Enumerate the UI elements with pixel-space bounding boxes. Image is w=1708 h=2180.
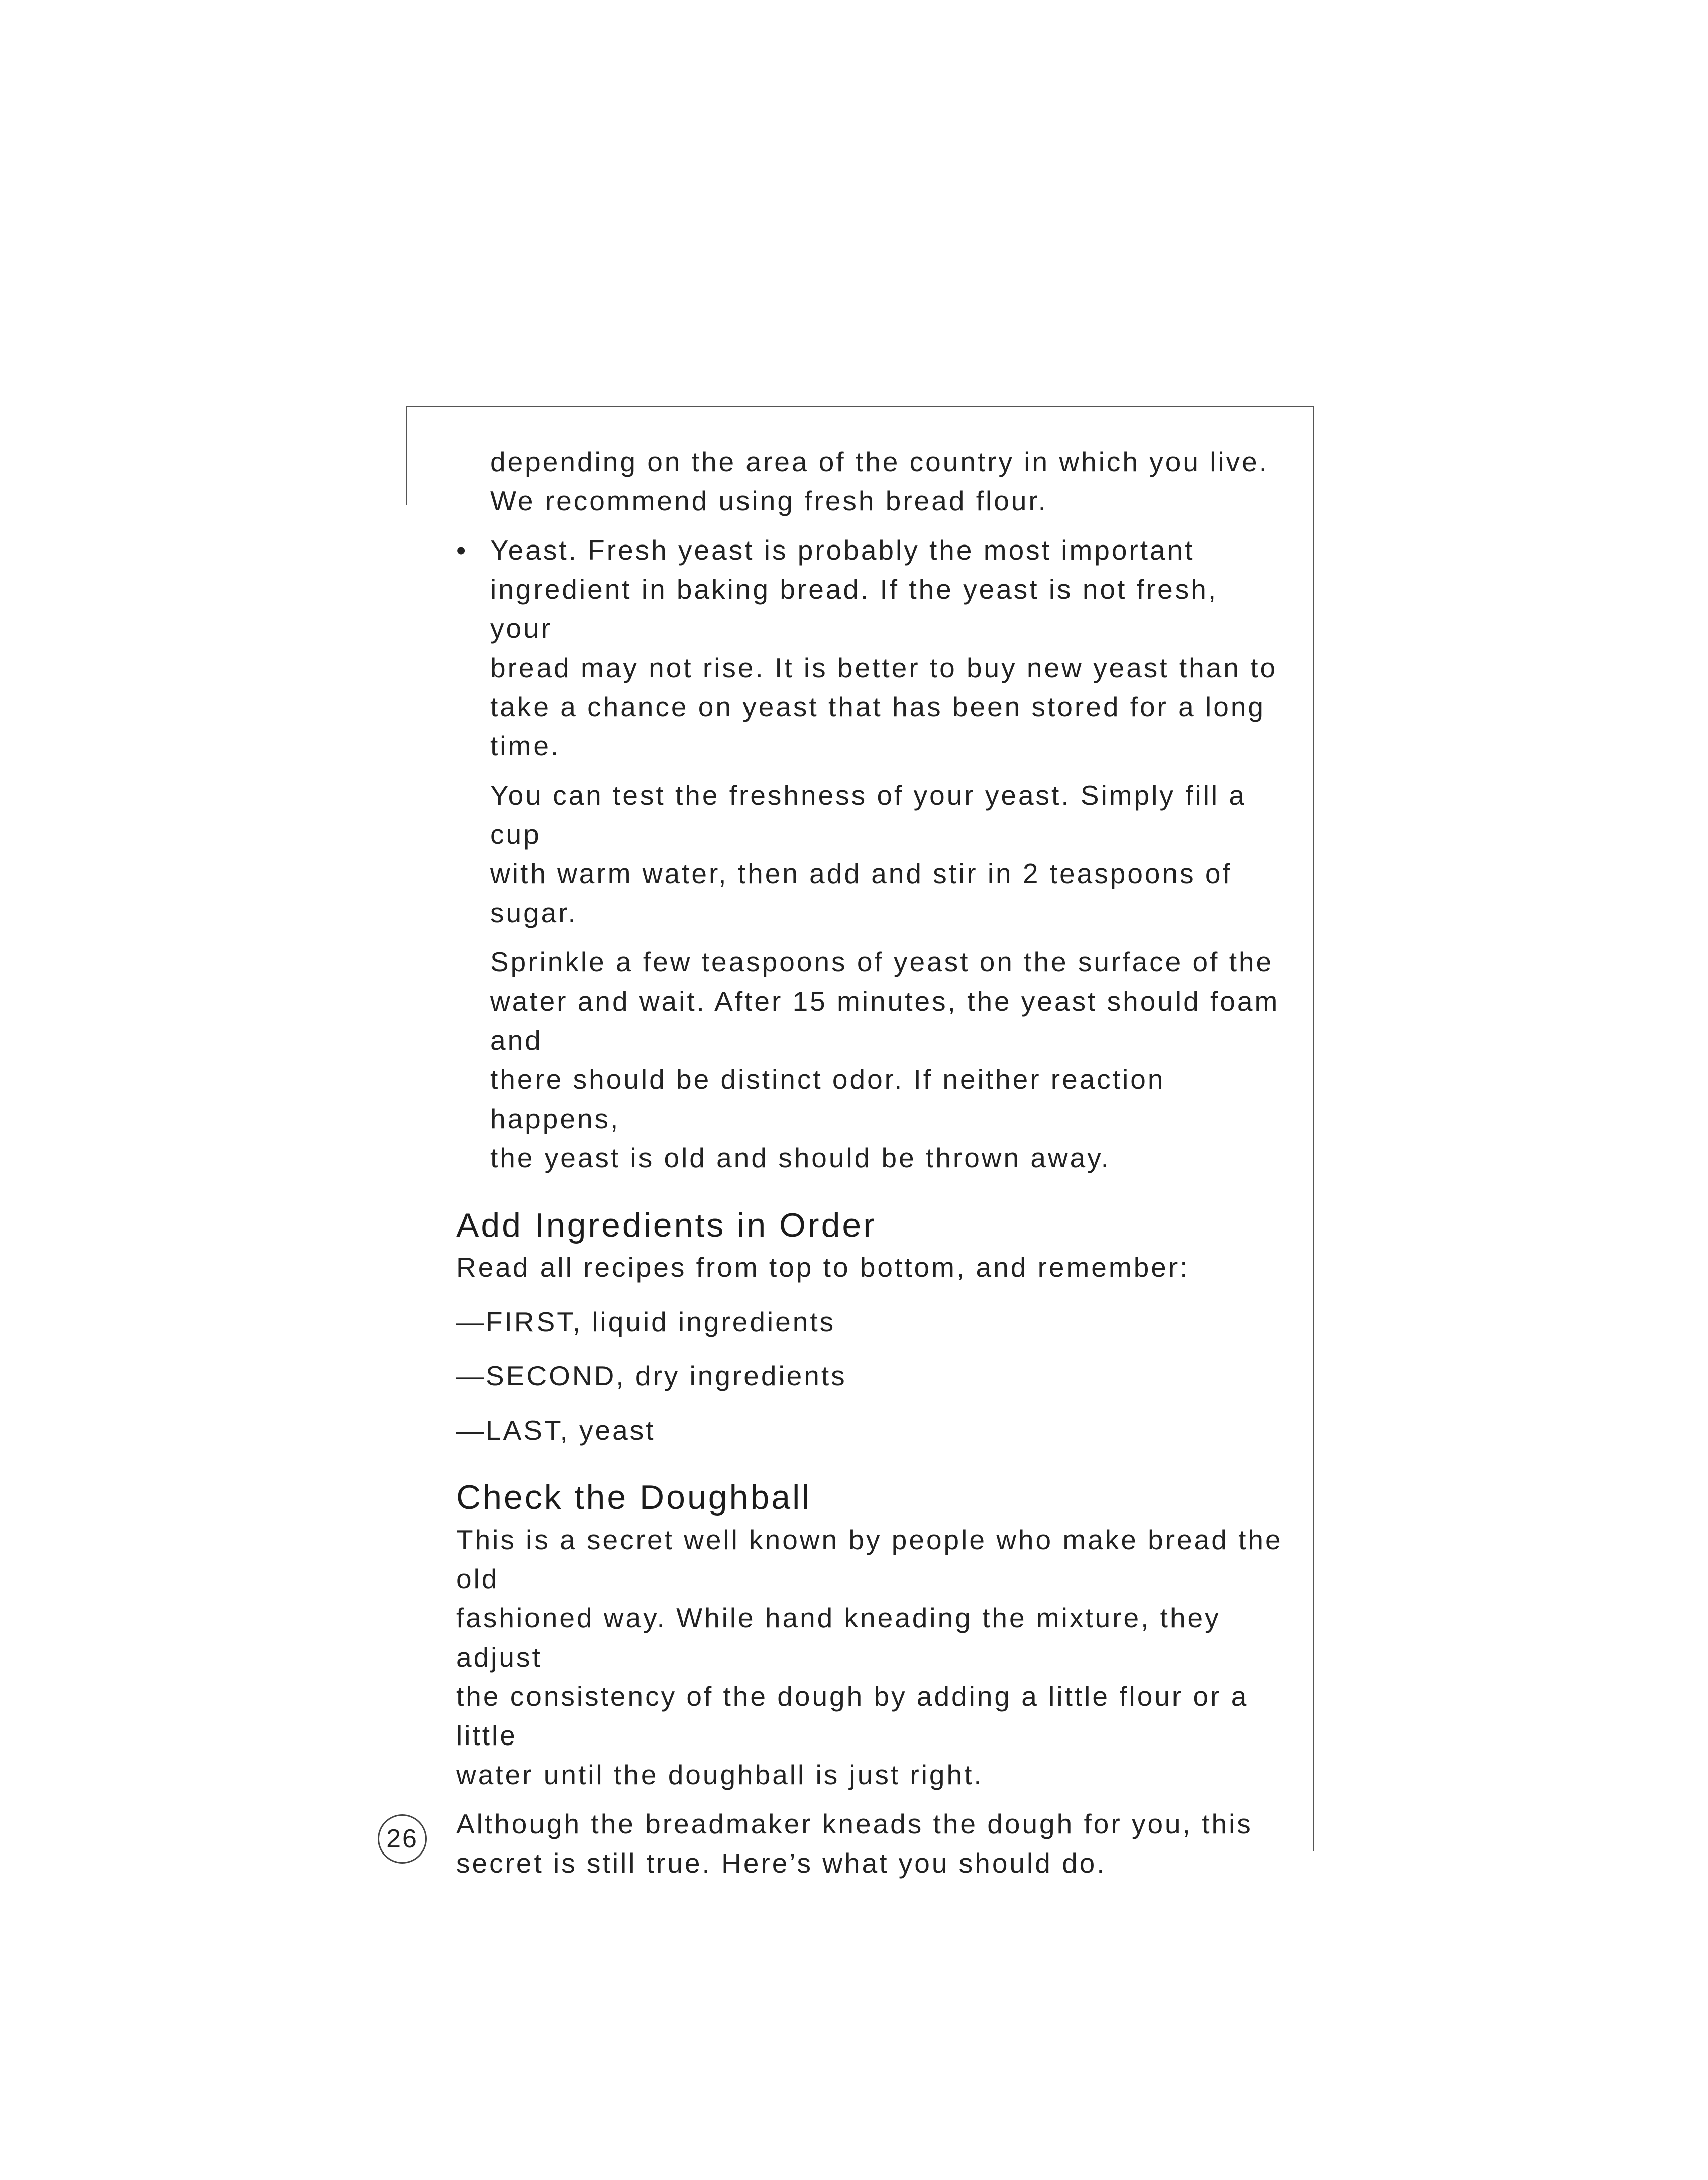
text-line: water and wait. After 15 minutes, the yeast should foam and [490, 986, 1280, 1056]
text-line: there should be distinct odor. If neither reaction happens, [490, 1064, 1165, 1134]
doughball-paragraph-1 [456, 1520, 1285, 1794]
page-frame-left-rule [406, 406, 407, 505]
text-line: time. [490, 730, 561, 761]
text-line: Although the breadmaker kneads the dough for you, this [456, 1808, 1253, 1839]
text-line: secret is still true. Here’s what you should do. [456, 1847, 1107, 1879]
doughball-paragraph-2 [456, 1804, 1285, 1883]
text-line: You can test the freshness of your yeast. Simply fill a cup [490, 780, 1247, 850]
text-line: fashioned way. While hand kneading the mixture, they adjust [456, 1602, 1221, 1673]
page-frame-right-rule [1313, 406, 1314, 1851]
step-first: —FIRST, liquid ingredients [456, 1306, 836, 1337]
text-line: We recommend using fresh bread flour. [490, 485, 1048, 516]
text-line: ingredient in baking bread. If the yeast is not fresh, your [490, 574, 1218, 644]
page-content [456, 442, 1285, 1883]
step-last: —LAST, yeast [456, 1414, 656, 1446]
page-number-badge: 26 [378, 1814, 427, 1864]
add-ingredients-intro: Read all recipes from top to bottom, and remember: [456, 1252, 1190, 1283]
text-line: Yeast. Fresh yeast is probably the most important [490, 534, 1195, 566]
text-line: This is a secret well known by people who make bread the old [456, 1524, 1283, 1594]
page-frame-top-rule [406, 406, 1314, 407]
text-line: water until the doughball is just right. [456, 1759, 984, 1790]
yeast-sprinkle-paragraph [456, 942, 1285, 1177]
text-line: the yeast is old and should be thrown away. [490, 1142, 1111, 1173]
check-doughball-heading: Check the Doughball [456, 1478, 812, 1516]
text-line: Sprinkle a few teaspoons of yeast on the surface of the [490, 946, 1274, 977]
yeast-bullet-item [456, 530, 1285, 766]
text-line: bread may not rise. It is better to buy new yeast than to [490, 652, 1278, 683]
text-line: depending on the area of the country in which you live. [490, 446, 1269, 477]
text-line: the consistency of the dough by adding a little flour or a little [456, 1681, 1249, 1751]
yeast-test-paragraph [456, 776, 1285, 932]
intro-paragraph [456, 442, 1285, 520]
add-ingredients-heading: Add Ingredients in Order [456, 1206, 877, 1244]
bullet-marker: • [456, 534, 468, 566]
text-line: take a chance on yeast that has been stored for a long [490, 691, 1266, 722]
text-line: with warm water, then add and stir in 2 teaspoons of sugar. [490, 858, 1232, 928]
step-second: —SECOND, dry ingredients [456, 1360, 847, 1391]
